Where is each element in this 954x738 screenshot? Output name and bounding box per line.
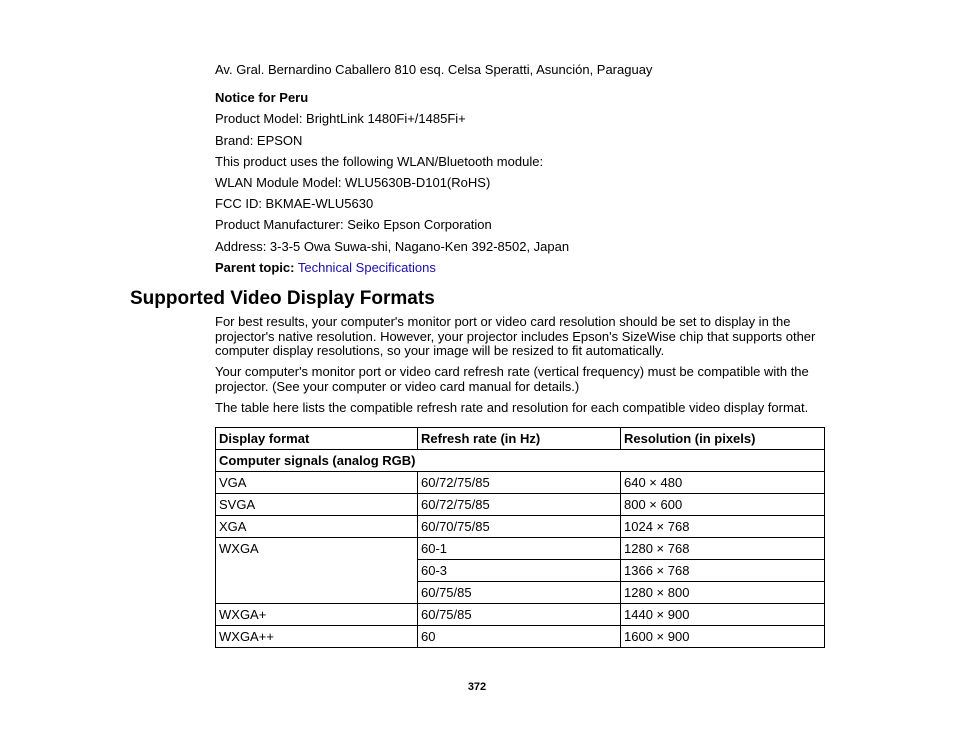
cell-format: VGA bbox=[216, 472, 418, 494]
cell-refresh: 60/75/85 bbox=[418, 582, 621, 604]
cell-resolution: 640 × 480 bbox=[621, 472, 825, 494]
table-row bbox=[216, 516, 825, 538]
notice-line-address: Address: 3-3-5 Owa Suwa-shi, Nagano-Ken 392-8502, Japan bbox=[215, 239, 570, 254]
notice-line-brand: Brand: EPSON bbox=[215, 133, 303, 148]
cell-resolution: 1366 × 768 bbox=[621, 560, 825, 582]
cell-format: WXGA+ bbox=[216, 604, 418, 626]
cell-refresh: 60-1 bbox=[418, 538, 621, 560]
table-group-row bbox=[216, 450, 825, 472]
cell-resolution: 1280 × 768 bbox=[621, 538, 825, 560]
notice-line-manufacturer: Product Manufacturer: Seiko Epson Corporation bbox=[215, 217, 492, 232]
notice-line-product-model: Product Model: BrightLink 1480Fi+/1485Fi+ bbox=[215, 111, 466, 126]
intro-paragraph: For best results, your computer's monitor port or video card resolution should be set to display in the projector's native resolution. However, your projector includes Epson's SizeWise chip that supports other computer display resolutions, so your image will be resized to fit automatically. bbox=[215, 314, 816, 358]
notice-line-fcc-id: FCC ID: BKMAE-WLU5630 bbox=[215, 196, 374, 211]
cell-format: WXGA++ bbox=[216, 626, 418, 648]
cell-format: XGA bbox=[216, 516, 418, 538]
table-row bbox=[216, 626, 825, 648]
cell-refresh: 60 bbox=[418, 626, 621, 648]
cell-resolution: 800 × 600 bbox=[621, 494, 825, 516]
table-row bbox=[216, 472, 825, 494]
parent-topic-link[interactable]: Technical Specifications bbox=[297, 260, 436, 275]
table-row bbox=[216, 494, 825, 516]
cell-format: WXGA bbox=[216, 538, 418, 604]
table-row bbox=[216, 604, 825, 626]
header-resolution: Resolution (in pixels) bbox=[621, 428, 825, 450]
cell-format: SVGA bbox=[216, 494, 418, 516]
cell-resolution: 1600 × 900 bbox=[621, 626, 825, 648]
cell-refresh: 60/72/75/85 bbox=[418, 472, 621, 494]
refresh-paragraph: Your computer's monitor port or video card refresh rate (vertical frequency) must be compatible with the projector. (See your computer or video card manual for details.) bbox=[215, 364, 809, 394]
cell-refresh: 60/72/75/85 bbox=[418, 494, 621, 516]
cell-resolution: 1440 × 900 bbox=[621, 604, 825, 626]
header-display-format: Display format bbox=[216, 428, 418, 450]
table-row bbox=[216, 538, 825, 560]
group-label: Computer signals (analog RGB) bbox=[216, 450, 825, 472]
cell-refresh: 60/75/85 bbox=[418, 604, 621, 626]
header-refresh-rate: Refresh rate (in Hz) bbox=[418, 428, 621, 450]
cell-resolution: 1280 × 800 bbox=[621, 582, 825, 604]
address-line: Av. Gral. Bernardino Caballero 810 esq. Celsa Speratti, Asunción, Paraguay bbox=[215, 62, 653, 77]
table-intro-paragraph: The table here lists the compatible refresh rate and resolution for each compatible video display format. bbox=[215, 400, 809, 415]
page-number: 372 bbox=[467, 681, 487, 693]
cell-refresh: 60/70/75/85 bbox=[418, 516, 621, 538]
notice-heading: Notice for Peru bbox=[215, 90, 309, 105]
cell-refresh: 60-3 bbox=[418, 560, 621, 582]
section-title: Supported Video Display Formats bbox=[130, 288, 435, 309]
notice-line-module-intro: This product uses the following WLAN/Bluetooth module: bbox=[215, 154, 544, 169]
parent-topic bbox=[215, 260, 436, 275]
cell-resolution: 1024 × 768 bbox=[621, 516, 825, 538]
notice-line-wlan-model: WLAN Module Model: WLU5630B-D101(RoHS) bbox=[215, 175, 491, 190]
table-header-row bbox=[216, 428, 825, 450]
formats-table bbox=[215, 427, 825, 648]
parent-topic-label: Parent topic: bbox=[215, 260, 295, 275]
